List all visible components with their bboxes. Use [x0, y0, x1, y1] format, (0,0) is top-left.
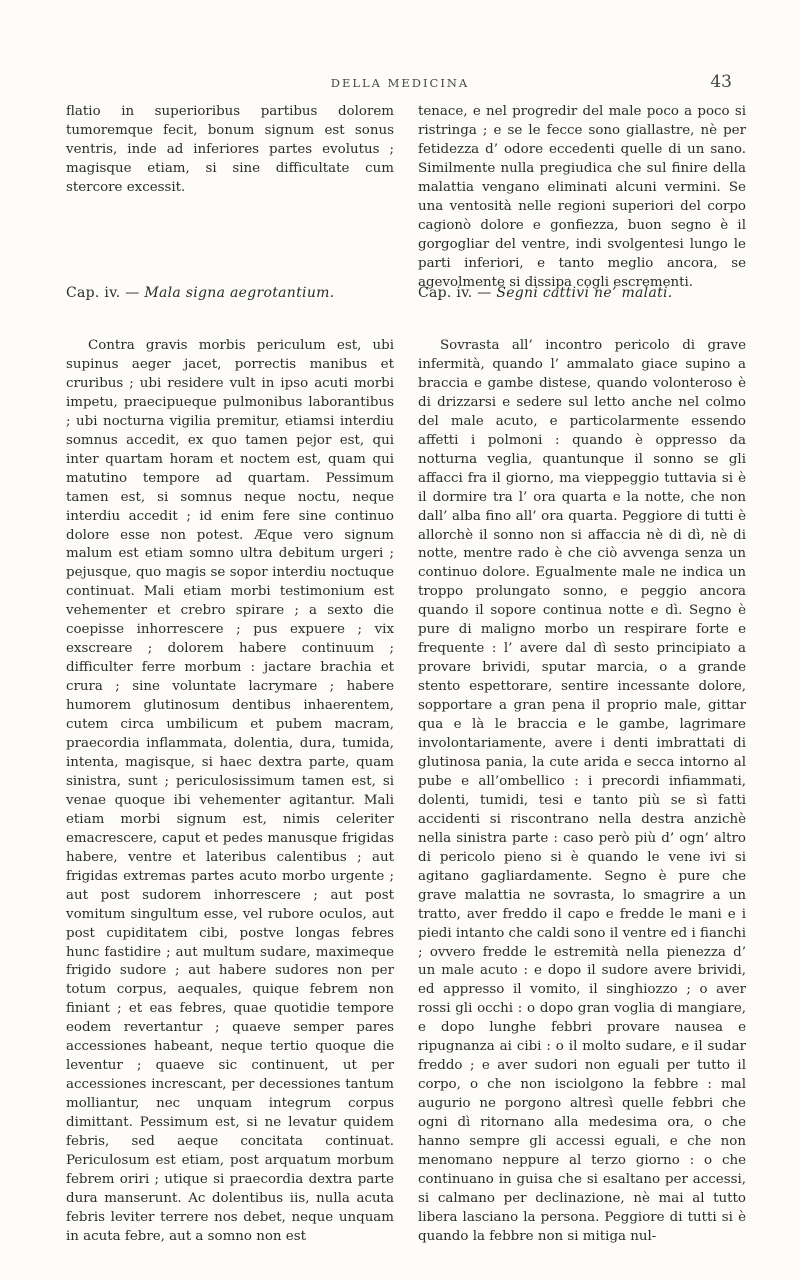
running-title: DELLA MEDICINA [330, 76, 470, 90]
right-body-paragraph: Sovrasta all’ incontro pericolo di grave infermità, quando l’ ammalato giace supino a braccia e gambe distese, quando volonteroso è di drizzarsi e sedere sul letto anche nel colmo del male acuto, e particolarmente essendo affetti i polmoni : quando è oppresso da notturna veglia, quantunque il sonno se gli affacci fra il giorno, ma vieppeggio tuttavia si è il dormire tra l’ ora quarta e la notte, che non dall’ alba fino all’ ora quarta. Peggiore di tutti è allorchè il sonno non si affaccia nè di dì, nè di notte, mentre rado è che ciò avvenga senza un continuo dolore. Egualmente male ne indica un troppo prolungato sonno, e peggio ancora quando il sopore continua notte e dì. Segno è pure di maligno morbo un respirare forte e frequente : l’ avere dal dì sesto principiato a provare brividi, sputar marcia, o a grande stento espettorare, sentire incessante dolore, sopportare a gran pena il proprio male, gittar qua e là le braccia e le gambe, lagrimare involontariamente, avere i denti imbrattati di glutinosa pania, la cute arida e secca intorno al pube e all’ombellico : i precordi infiammati, dolenti, tumidi, tesi e tanto più se sì fatti accidenti si riscontrano nella destra anzichè nella sinistra parte : caso però più d’ ogn’ altro di pericolo pieno si è quando le vene ivi si agitano gagliardamente. Segno è pure che grave malattia ne sovrasta, lo smagrire a un tratto, aver freddo il capo e fredde le mani e i piedi intanto che caldi sono il ventre ed i fianchi ; ovvero fredde le estremità nella pienezza d’ un male acuto : e dopo il sudore avere brividi, ed appresso il vomito, il singhiozzo ; o aver rossi gli occhi : o dopo gran voglia di mangiare, e dopo lunghe febbri provare nausea e ripugnanza ai cibi : o il molto sudare, e il sudar freddo ; e aver sudori non eguali per tutto il corpo, o che non isciolgono la febbre : mal augurio ne porgono altresì quelle febbri che ogni dì ritornano alla medesima ora, o che hanno sempre gli accessi eguali, e che non menomano neppure al terzo giorno : o che continuano in guisa che si esaltano per accessi, si calmano per declinazione, nè mai al tutto libera lasciano la persona. Peggiore di tutti si è quando la febbre non si mitiga nul- [418, 338, 746, 1244]
right-heading-title: Segni cattivi ne’ malati. [496, 285, 673, 301]
left-chapter-heading [66, 285, 394, 301]
left-heading-title: Mala signa aegrotantium. [144, 285, 335, 301]
left-continuation-paragraph: flatio in superioribus partibus dolorem tumoremque fecit, bonum signum est sonus ventris, inde ad inferiores partes evolutus ; magisque etiam, si sine difficultate cum stercore excessit. [66, 104, 394, 195]
running-head [0, 72, 800, 96]
right-chapter-heading [418, 285, 746, 301]
page-number: 43 [710, 72, 732, 92]
right-column-body [418, 337, 746, 1247]
left-body-paragraph: Contra gravis morbis periculum est, ubi supinus aeger jacet, porrectis manibus et cruribus ; ubi residere vult in ipso acuti morbi impetu, praecipueque pulmonibus laborantibus ; ubi nocturna vigilia premitur, etiamsi interdiu somnus accedit, ex quo tamen pejor est, qui inter quartam horam et noctem est, quam qui matutino tempore ad quartam. Pessimum tamen est, si somnus neque noctu, neque interdiu accedit ; id enim fere sine continuo dolore esse non potest. Æque vero signum malum est etiam somno ultra debitum urgeri ; pejusque, quo magis se sopor interdiu noctuque continuat. Mali etiam morbi testimonium est vehementer et crebro spirare ; a sexto die coepisse inhorrescere ; pus expuere ; vix exscreare ; dolorem habere continuum ; difficulter ferre morbum : jactare brachia et crura ; sine voluntate lacrymare ; habere humorem glutinosum dentibus inhaerentem, cutem circa umbilicum et pubem macram, praecordia inflammata, dolentia, dura, tumida, intenta, magisque, si haec dextra parte, quam sinistra, sunt ; periculosissimum tamen est, si venae quoque ibi vehementer agitantur. Mali etiam morbi signum est, nimis celeriter emacrescere, caput et pedes manusque frigidas habere, ventre et lateribus calentibus ; aut frigidas extremas partes acuto morbo urgente ; aut post sudorem inhorrescere ; aut post vomitum singultum esse, vel rubore oculos, aut post cupiditatem cibi, postve longas febres hunc fastidire ; aut multum sudare, maximeque frigido sudore ; aut habere sudores non per totum corpus, aequales, quique febrem non finiant ; et eas febres, quae quotidie tempore eodem revertantur ; quaeve semper pares accessiones habeant, neque tertio quoque die leventur ; quaeve sic continuent, ut per accessiones increscant, per decessiones tantum molliantur, nec unquam integrum corpus dimittant. Pessimum est, si ne levatur quidem febris, sed aeque concitata continuat. Periculosum est etiam, post arquatum morbum febrem oriri ; utique si praecordia dextra parte dura manserunt. Ac dolentibus iis, nulla acuta febris leviter terrere nos debet, neque unquam in acuta febre, aut a somno non est [66, 338, 394, 1244]
right-column-continuation [418, 103, 746, 293]
right-heading-prefix: Cap. iv. — [418, 285, 492, 301]
left-column-body [66, 337, 394, 1247]
left-column-continuation [66, 103, 394, 198]
right-continuation-paragraph: tenace, e nel progredir del male poco a poco si ristringa ; e se le fecce sono giallastre, nè per fetidezza d’ odore eccedenti quelle di un sano. Similmente nulla pregiudica che sul finire della malattia vengano eliminati alcuni vermini. Se una ventosità nelle regioni superiori del corpo cagionò dolore e gonfiezza, buon segno è il gorgogliar del ventre, indi svolgentesi lungo le parti inferiori, e tanto meglio ancora, se agevolmente si dissipa cogli escrementi. [418, 104, 746, 290]
left-heading-prefix: Cap. iv. — [66, 285, 140, 301]
